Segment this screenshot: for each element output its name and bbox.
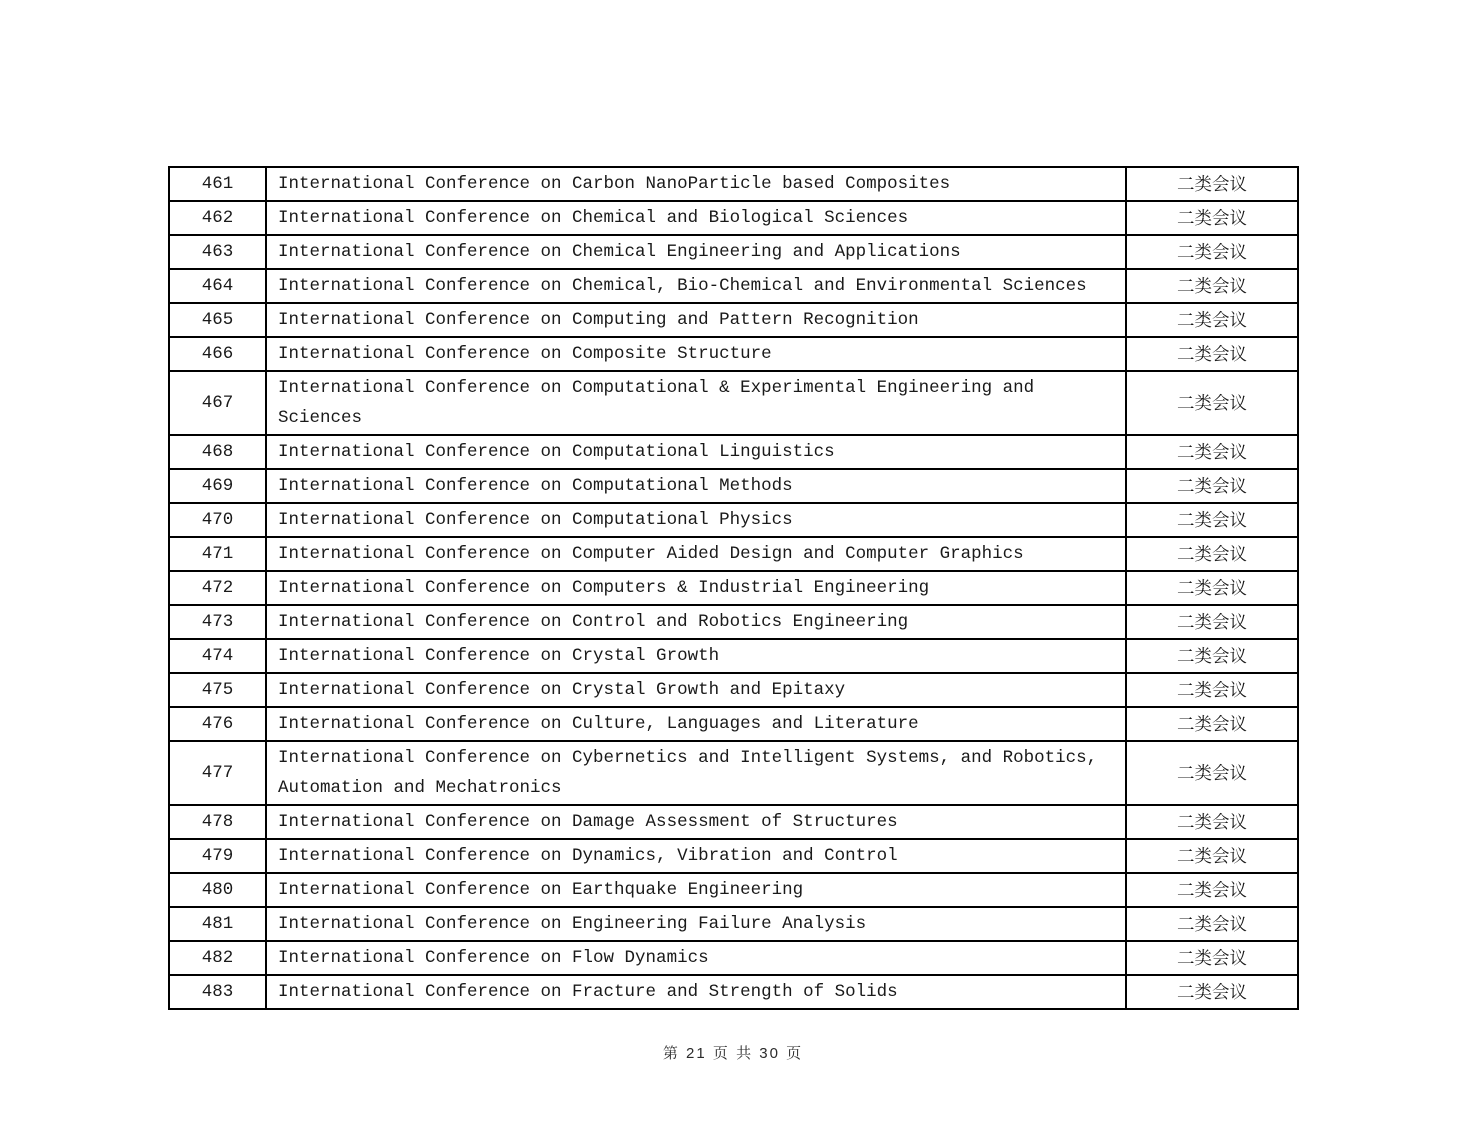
row-number: 468: [169, 435, 266, 469]
table-row: [169, 873, 1298, 907]
conference-name: International Conference on Crystal Growth and Epitaxy: [266, 673, 1126, 707]
conference-name: International Conference on Engineering Failure Analysis: [266, 907, 1126, 941]
category-label: 二类会议: [1126, 707, 1298, 741]
category-label: 二类会议: [1126, 537, 1298, 571]
conference-name: International Conference on Composite Structure: [266, 337, 1126, 371]
category-label: 二类会议: [1126, 201, 1298, 235]
page-footer: 第 21 页 共 30 页: [662, 1045, 804, 1062]
conference-name: International Conference on Carbon NanoParticle based Composites: [266, 167, 1126, 201]
category-label: 二类会议: [1126, 371, 1298, 435]
category-label: 二类会议: [1126, 435, 1298, 469]
category-label: 二类会议: [1126, 839, 1298, 873]
table-row: [169, 571, 1298, 605]
conference-table-container: [168, 166, 1299, 1010]
category-label: 二类会议: [1126, 235, 1298, 269]
conference-name: International Conference on Cybernetics and Intelligent Systems, and Robotics, Automation and Mechatronics: [266, 741, 1126, 805]
category-label: 二类会议: [1126, 605, 1298, 639]
row-number: 476: [169, 707, 266, 741]
conference-name: International Conference on Damage Assessment of Structures: [266, 805, 1126, 839]
category-label: 二类会议: [1126, 941, 1298, 975]
table-row: [169, 303, 1298, 337]
category-label: 二类会议: [1126, 503, 1298, 537]
table-row: [169, 673, 1298, 707]
table-row: [169, 469, 1298, 503]
row-number: 474: [169, 639, 266, 673]
category-label: 二类会议: [1126, 303, 1298, 337]
row-number: 461: [169, 167, 266, 201]
table-row: [169, 605, 1298, 639]
category-label: 二类会议: [1126, 873, 1298, 907]
category-label: 二类会议: [1126, 639, 1298, 673]
conference-name: International Conference on Computers & Industrial Engineering: [266, 571, 1126, 605]
conference-name: International Conference on Dynamics, Vibration and Control: [266, 839, 1126, 873]
table-row: [169, 805, 1298, 839]
table-row: [169, 435, 1298, 469]
table-row: [169, 839, 1298, 873]
row-number: 464: [169, 269, 266, 303]
category-label: 二类会议: [1126, 673, 1298, 707]
conference-name: International Conference on Computational Physics: [266, 503, 1126, 537]
category-label: 二类会议: [1126, 469, 1298, 503]
category-label: 二类会议: [1126, 167, 1298, 201]
category-label: 二类会议: [1126, 907, 1298, 941]
conference-name: International Conference on Computational & Experimental Engineering and Sciences: [266, 371, 1126, 435]
table-row: [169, 907, 1298, 941]
category-label: 二类会议: [1126, 571, 1298, 605]
conference-name: International Conference on Computational Linguistics: [266, 435, 1126, 469]
category-label: 二类会议: [1126, 805, 1298, 839]
row-number: 465: [169, 303, 266, 337]
table-row: [169, 975, 1298, 1009]
row-number: 477: [169, 741, 266, 805]
row-number: 473: [169, 605, 266, 639]
conference-name: International Conference on Control and Robotics Engineering: [266, 605, 1126, 639]
table-row: [169, 167, 1298, 201]
table-row: [169, 537, 1298, 571]
row-number: 479: [169, 839, 266, 873]
conference-name: International Conference on Culture, Languages and Literature: [266, 707, 1126, 741]
row-number: 475: [169, 673, 266, 707]
row-number: 471: [169, 537, 266, 571]
row-number: 469: [169, 469, 266, 503]
conference-name: International Conference on Chemical Engineering and Applications: [266, 235, 1126, 269]
table-body: [169, 167, 1298, 1009]
row-number: 472: [169, 571, 266, 605]
conference-name: International Conference on Earthquake Engineering: [266, 873, 1126, 907]
row-number: 481: [169, 907, 266, 941]
conference-name: International Conference on Crystal Growth: [266, 639, 1126, 673]
category-label: 二类会议: [1126, 269, 1298, 303]
conference-name: International Conference on Flow Dynamics: [266, 941, 1126, 975]
conference-name: International Conference on Chemical and Biological Sciences: [266, 201, 1126, 235]
row-number: 482: [169, 941, 266, 975]
table-row: [169, 337, 1298, 371]
table-row: [169, 235, 1298, 269]
table-row: [169, 707, 1298, 741]
conference-name: International Conference on Chemical, Bio-Chemical and Environmental Sciences: [266, 269, 1126, 303]
row-number: 466: [169, 337, 266, 371]
row-number: 467: [169, 371, 266, 435]
category-label: 二类会议: [1126, 337, 1298, 371]
table-row: [169, 201, 1298, 235]
conference-table: [168, 166, 1299, 1010]
table-row: [169, 639, 1298, 673]
row-number: 462: [169, 201, 266, 235]
row-number: 470: [169, 503, 266, 537]
table-row: [169, 503, 1298, 537]
row-number: 478: [169, 805, 266, 839]
conference-name: International Conference on Fracture and Strength of Solids: [266, 975, 1126, 1009]
conference-name: International Conference on Computing and Pattern Recognition: [266, 303, 1126, 337]
row-number: 463: [169, 235, 266, 269]
table-row: [169, 371, 1298, 435]
category-label: 二类会议: [1126, 741, 1298, 805]
conference-name: International Conference on Computer Aided Design and Computer Graphics: [266, 537, 1126, 571]
conference-name: International Conference on Computational Methods: [266, 469, 1126, 503]
table-row: [169, 741, 1298, 805]
row-number: 480: [169, 873, 266, 907]
table-row: [169, 941, 1298, 975]
table-row: [169, 269, 1298, 303]
row-number: 483: [169, 975, 266, 1009]
category-label: 二类会议: [1126, 975, 1298, 1009]
